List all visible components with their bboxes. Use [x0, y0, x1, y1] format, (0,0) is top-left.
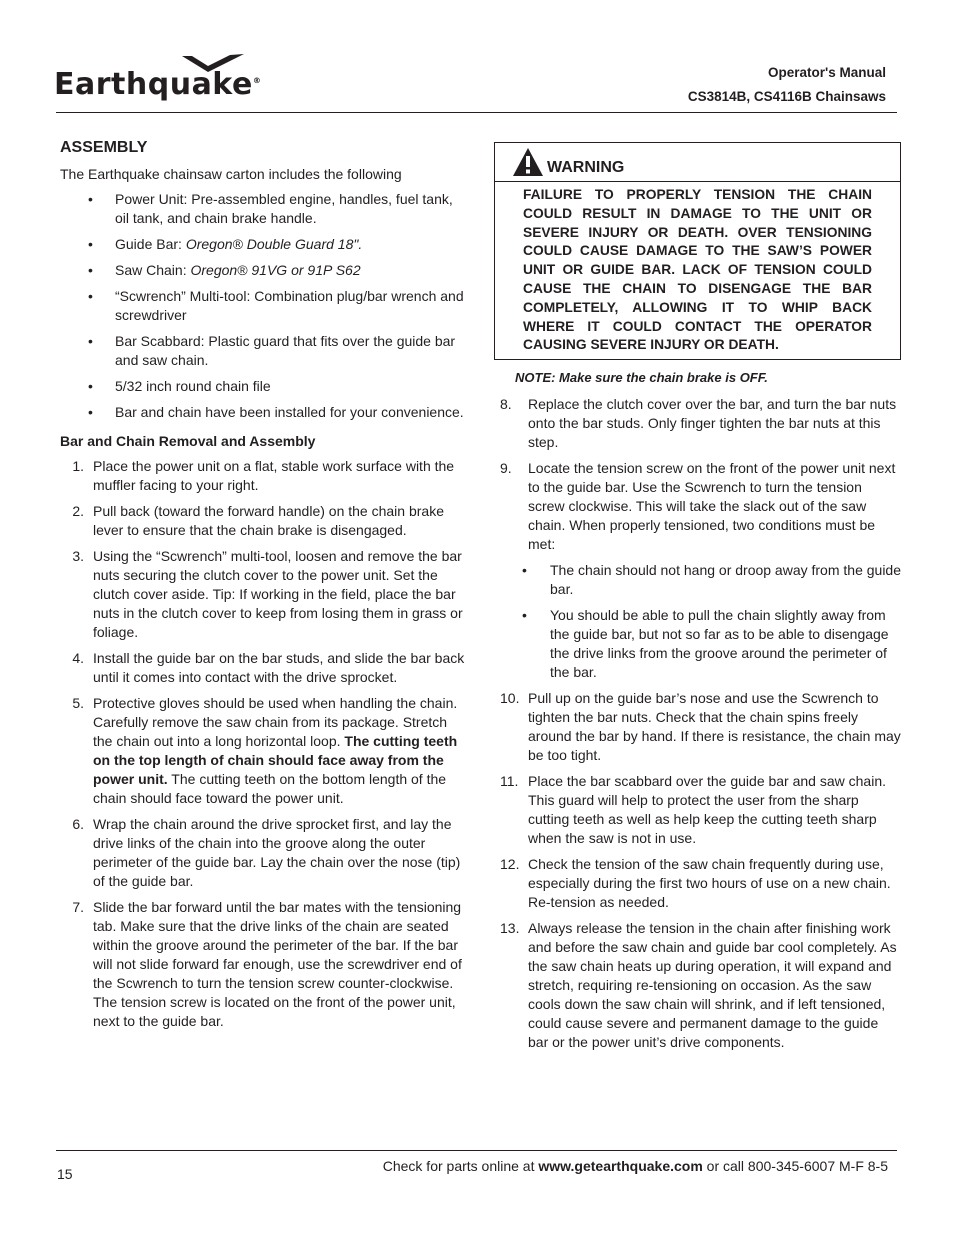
manual-title: Operator's Manual — [768, 65, 886, 80]
warning-header — [495, 143, 900, 182]
list-item: • Bar and chain have been installed for your convenience. — [88, 404, 464, 420]
list-item: • Saw Chain: Oregon® 91VG or 91P S62 — [88, 262, 361, 278]
list-item: 3. Using the “Scwrench” multi-tool, loosen and remove the bar nuts securing the clutch cover to the power unit. Set the clutch cover aside. Tip: If working in the field, place the bar nuts in the clutch cover to keep from losing them in grass or foliage. — [72, 548, 463, 640]
footer-divider — [56, 1150, 897, 1151]
logo-wordmark: Earthquake® — [54, 67, 262, 102]
brand-logo — [54, 52, 276, 114]
contents-list — [60, 190, 470, 422]
list-item: 13. Always release the tension in the chain after finishing work and before the saw chain and guide bar cool completely. As the saw chain heats up during operation, it will expand and stretch, requiring re-tensioning on occasion. As the saw cools down the saw chain will shrink, and if left tensioned, could cause severe and permanent damage to the guide bar or the power unit’s drive components. — [500, 920, 897, 1051]
list-item: 11. Place the bar scabbard over the guide bar and saw chain. This guard will help to protect the user from the sharp cutting teeth as well as help keep the cutting teeth sharp when the saw is not in use. — [500, 773, 887, 847]
list-item: 2. Pull back (toward the forward handle) on the chain brake lever to ensure that the chain brake is disengaged. — [72, 503, 444, 538]
list-item: 9. Locate the tension screw on the front of the power unit next to the guide bar. Use the Scwrench to turn the tension screw clockwise. This will take the slack out of the saw chain. When properly tensioned, two conditions must be met: • The chain should not hang or droop away from the guide bar. • You should be able to pull the chain slightly away from the guide bar, but not so far as to be able to disengage the drive links from the groove around the perimeter of the bar. — [494, 459, 902, 682]
list-item: • “Scwrench” Multi-tool: Combination plug/bar wrench and screwdriver — [88, 288, 464, 323]
list-item: 10. Pull up on the guide bar’s nose and use the Scwrench to tighten the bar nuts. Check that the chain spins freely around the bar by hand. If there is resistance, the chain may be too tight. — [500, 690, 901, 764]
section-title: ASSEMBLY — [60, 139, 148, 156]
final-steps — [488, 689, 902, 1052]
right-column — [494, 142, 902, 1059]
footer-contact: Check for parts online at www.getearthquake.com or call 800-345-6007 M-F 8-5 — [382, 1158, 888, 1174]
list-item: • 5/32 inch round chain file — [88, 378, 271, 394]
tension-steps — [494, 395, 902, 682]
list-item: 6. Wrap the chain around the drive sprocket first, and lay the drive links of the chain into the groove along the outer perimeter of the guide bar. Lay the chain over the nose (tip) of the guide bar. — [72, 816, 461, 889]
subsection-title: Bar and Chain Removal and Assembly — [60, 433, 316, 449]
warning-triangle-icon — [512, 147, 544, 177]
document-header — [688, 61, 886, 109]
list-item: • Guide Bar: Oregon® Double Guard 18". — [88, 236, 363, 252]
model-numbers: CS3814B, CS4116B Chainsaws — [687, 89, 886, 104]
intro-text: The Earthquake chainsaw carton includes the following — [60, 166, 402, 182]
list-item: • Bar Scabbard: Plastic guard that fits over the guide bar and saw chain. — [88, 333, 456, 368]
warning-title: WARNING — [547, 159, 625, 176]
list-item: 8. Replace the clutch cover over the bar, and turn the bar nuts onto the bar studs. Only finger tighten the bar nuts at this step. — [500, 396, 897, 451]
website-link[interactable]: www.getearthquake.com — [538, 1158, 703, 1174]
list-item: • The chain should not hang or droop away from the guide bar. — [522, 562, 902, 598]
removal-steps — [60, 457, 470, 1031]
list-item: • Power Unit: Pre-assembled engine, handles, fuel tank, oil tank, and chain brake handle. — [88, 191, 453, 226]
list-item: 5. Protective gloves should be used when handling the chain. Carefully remove the saw chain from its package. Stretch the chain out into a long horizontal loop. The cutting teeth on the top length of chain should face away from the power unit. The cutting teeth on the bottom length of the chain should face toward the power unit. — [72, 695, 458, 806]
list-item: 7. Slide the bar forward until the bar mates with the tensioning tab. Make sure that the drive links of the chain are seated within the groove around the perimeter of the bar. If the bar will not slide forward far enough, use the screwdriver end of the Scwrench to turn the tension screw counter-clockwise. The tension screw is located on the front of the power unit, next to the guide bar. — [72, 899, 462, 1029]
note-text: NOTE: Make sure the chain brake is OFF. — [515, 370, 768, 386]
header-divider — [56, 112, 897, 113]
list-item: 1. Place the power unit on a flat, stable work surface with the muffler facing to your right. — [72, 458, 455, 493]
list-item: • You should be able to pull the chain slightly away from the guide bar, but not so far as to be able to disengage the drive links from the groove around the perimeter of the bar. — [522, 607, 889, 681]
list-item: 12. Check the tension of the saw chain frequently during use, especially during the first two hours of use on a new chain. Re-tension as needed. — [500, 856, 891, 911]
list-item: 4. Install the guide bar on the bar studs, and slide the bar back until it comes into contact with the drive sprocket. — [72, 650, 465, 685]
warning-box — [494, 142, 901, 360]
warning-text: FAILURE TO PROPERLY TENSION THE CHAIN COULD RESULT IN DAMAGE TO THE UNIT OR SEVERE INJURY OR DEATH. OVER TENSIONING COULD CAUSE DAMAGE TO THE SAW’S POWER UNIT OR GUIDE BAR. LACK OF TENSION COULD CAUSE THE CHAIN TO DISENGAGE THE BAR COMPLETELY, ALLOWING IT TO WHIP BACK WHERE IT COULD CONTACT THE OPERATOR CAUSING SEVERE INJURY OR DEATH. — [523, 187, 872, 353]
left-column — [60, 138, 470, 1038]
tension-conditions — [494, 561, 902, 682]
page-number: 15 — [57, 1166, 73, 1182]
